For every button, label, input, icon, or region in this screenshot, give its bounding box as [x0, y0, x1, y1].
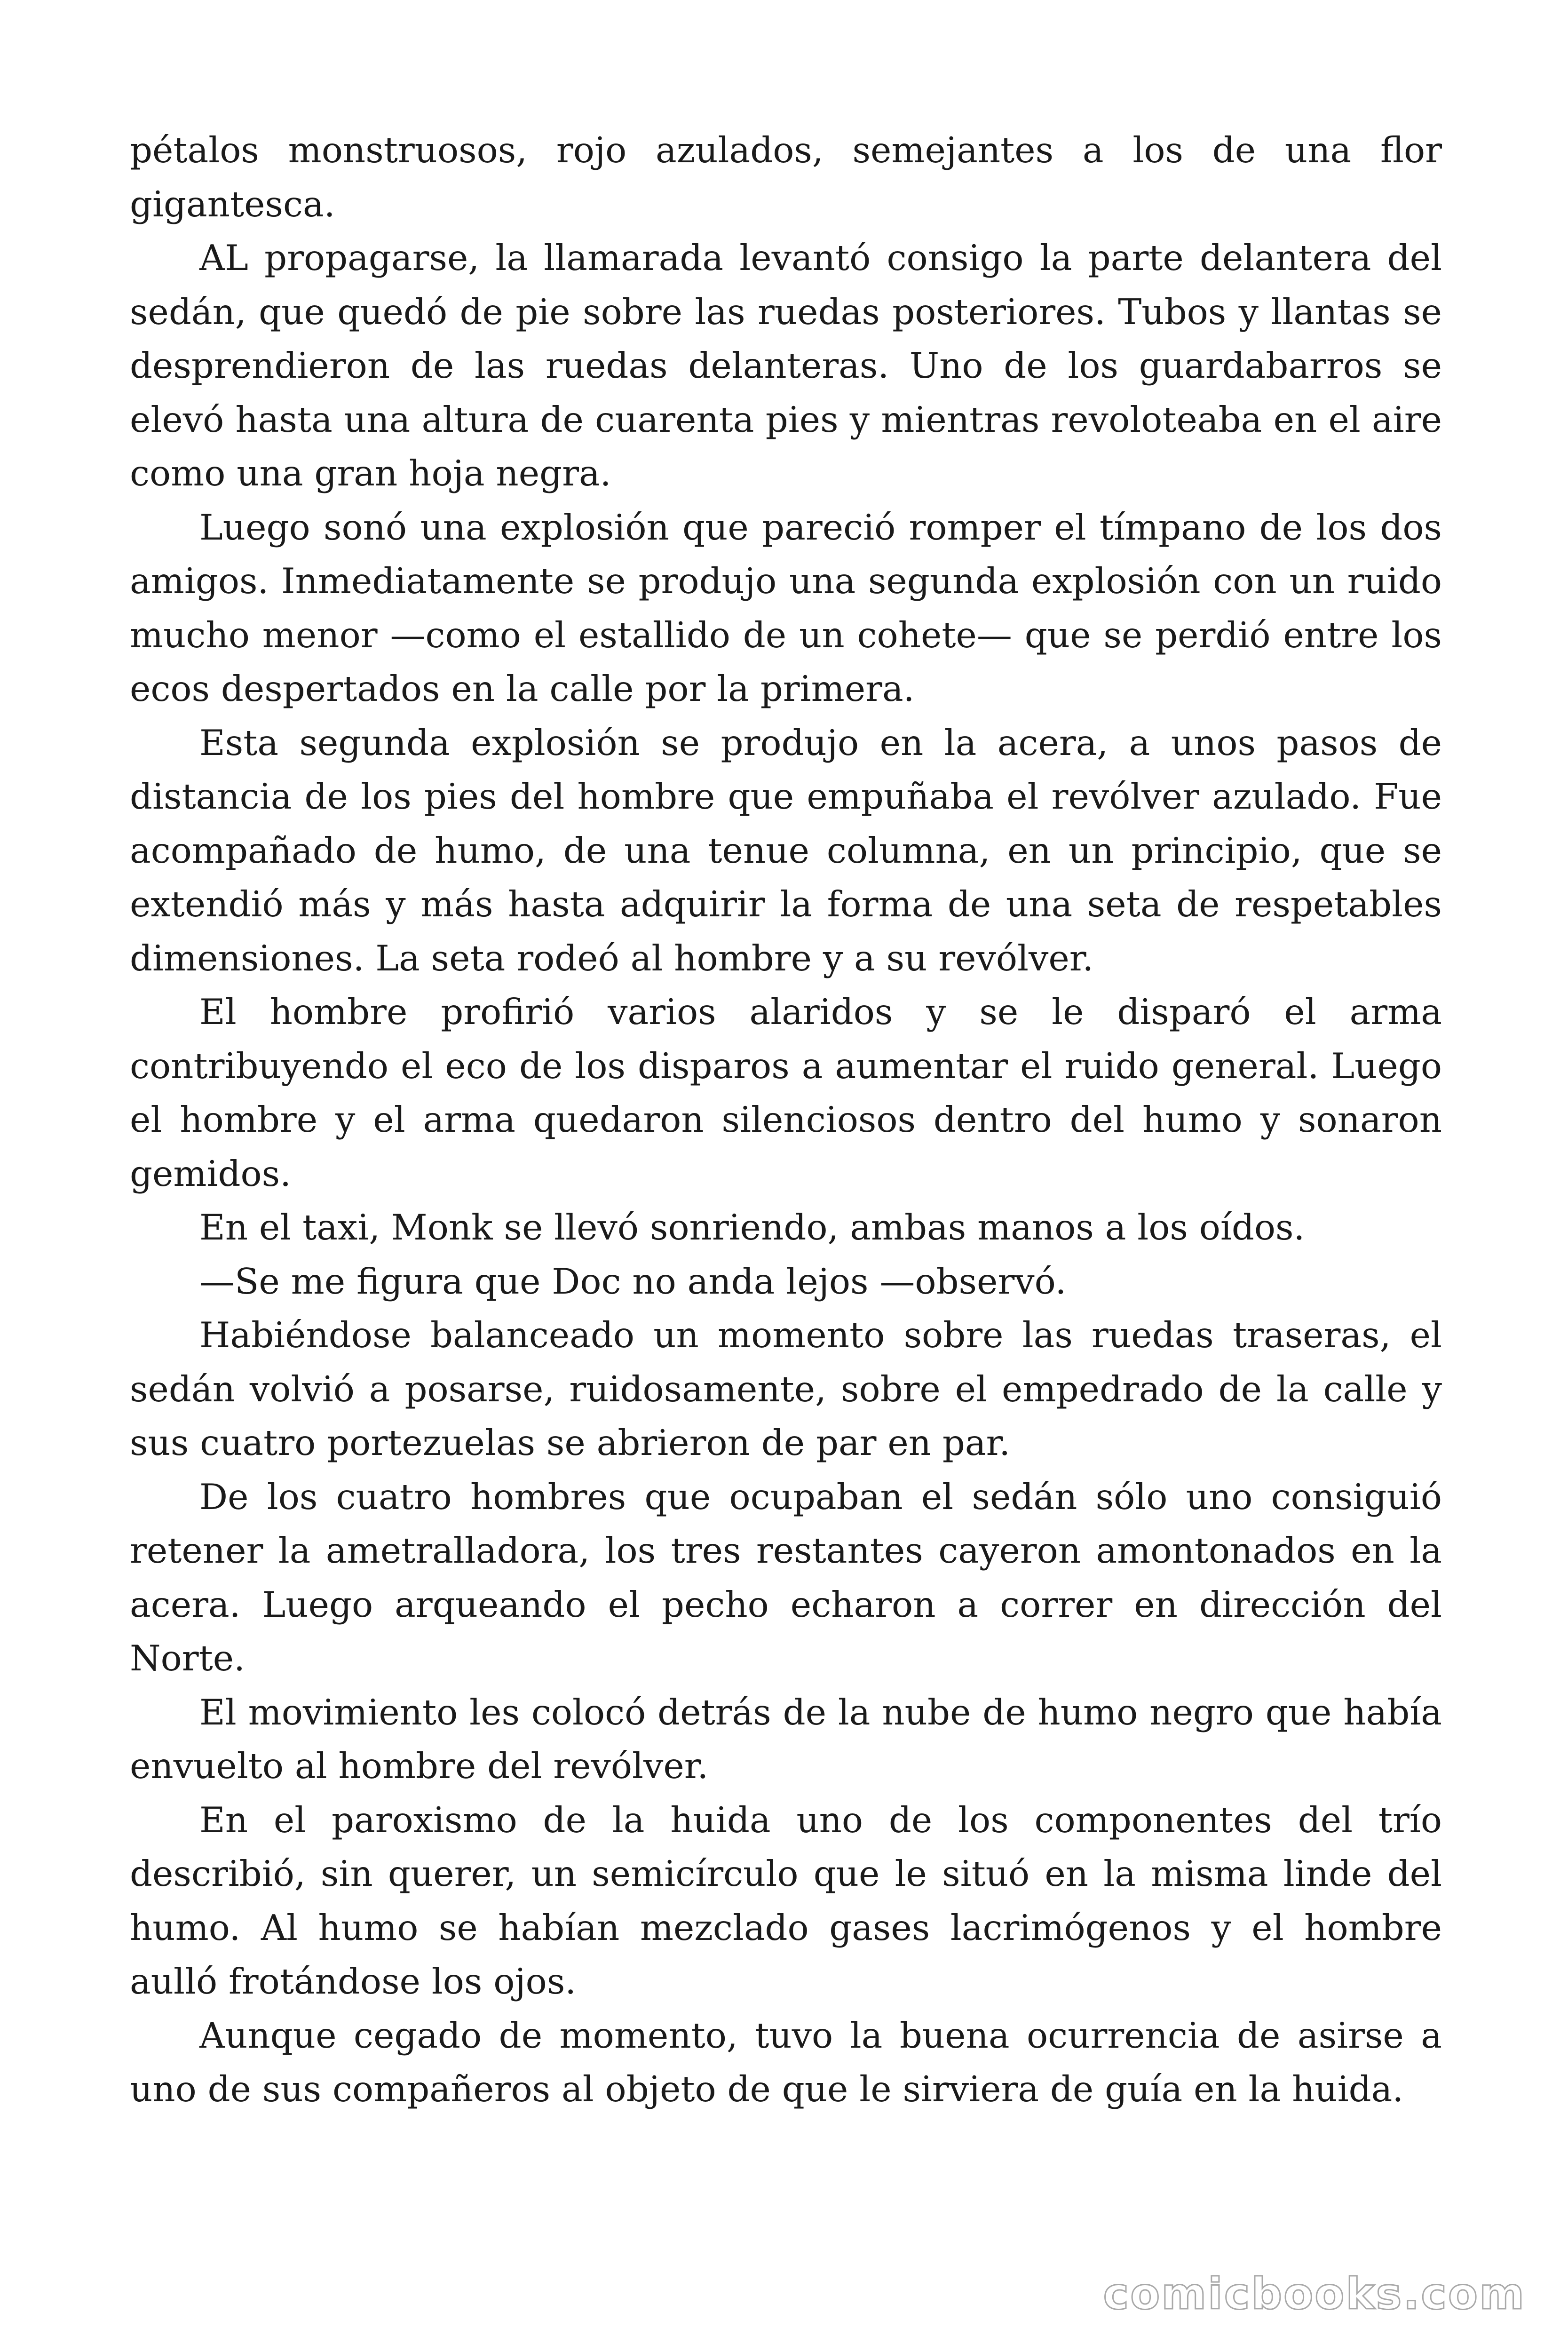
paragraph-11: En el paroxismo de la huida uno de los componentes del trío describió, sin querer, un semicírculo que le situó en la misma linde del humo. Al humo se habían mezclado gases lacrimógenos y el hombre aulló frotándose los ojos.	[130, 1799, 1442, 2002]
paragraph-8: Habiéndose balanceado un momento sobre las ruedas traseras, el sedán volvió a posarse, ruidosamente, sobre el empedrado de la calle y sus cuatro portezuelas se abrieron de par en par.	[130, 1314, 1442, 1463]
paragraph-1: pétalos monstruosos, rojo azulados, semejantes a los de una flor gigantesca.	[130, 129, 1442, 225]
paragraph-3: Luego sonó una explosión que pareció romper el tímpano de los dos amigos. Inmediatamente se produjo una segunda explosión con un ruido mucho menor —como el estallido de un cohete— que se perdió entre los ecos despertados en la calle por la primera.	[130, 506, 1442, 709]
paragraph-2: AL propagarse, la llamarada levantó consigo la parte delantera del sedán, que quedó de pie sobre las ruedas posteriores. Tubos y llantas se desprendieron de las ruedas delanteras. Uno de los guardabarros se elevó hasta una altura de cuarenta pies y mientras revoloteaba en el aire como una gran hoja negra.	[130, 237, 1442, 494]
paragraph-6: En el taxi, Monk se llevó sonriendo, ambas manos a los oídos.	[199, 1207, 1305, 1248]
paragraph-7: —Se me figura que Doc no anda lejos —observó.	[199, 1260, 1067, 1302]
paragraph-4: Esta segunda explosión se produjo en la acera, a unos pasos de distancia de los pies del hombre que empuñaba el revólver azulado. Fue acompañado de humo, de una tenue columna, en un principio, que se extendió más y más hasta adquirir la forma de una seta de respetables dimensiones. La seta rodeó al hombre y a su revólver.	[130, 722, 1442, 979]
page-text	[130, 123, 1442, 2116]
paragraph-10: El movimiento les colocó detrás de la nube de humo negro que había envuelto al hombre del revólver.	[130, 1691, 1442, 1787]
paragraph-9: De los cuatro hombres que ocupaban el sedán sólo uno consiguió retener la ametralladora, los tres restantes cayeron amontonados en la acera. Luego arqueando el pecho echaron a correr en dirección del Norte.	[130, 1476, 1442, 1679]
paragraph-12: Aunque cegado de momento, tuvo la buena ocurrencia de asirse a uno de sus compañeros al objeto de que le sirviera de guía en la huida.	[130, 2014, 1442, 2110]
watermark: comicbooks.com	[1103, 2269, 1526, 2319]
paragraph-5: El hombre profirió varios alaridos y se le disparó el arma contribuyendo el eco de los disparos a aumentar el ruido general. Luego el hombre y el arma quedaron silenciosos dentro del humo y sonaron gemidos.	[130, 991, 1442, 1194]
